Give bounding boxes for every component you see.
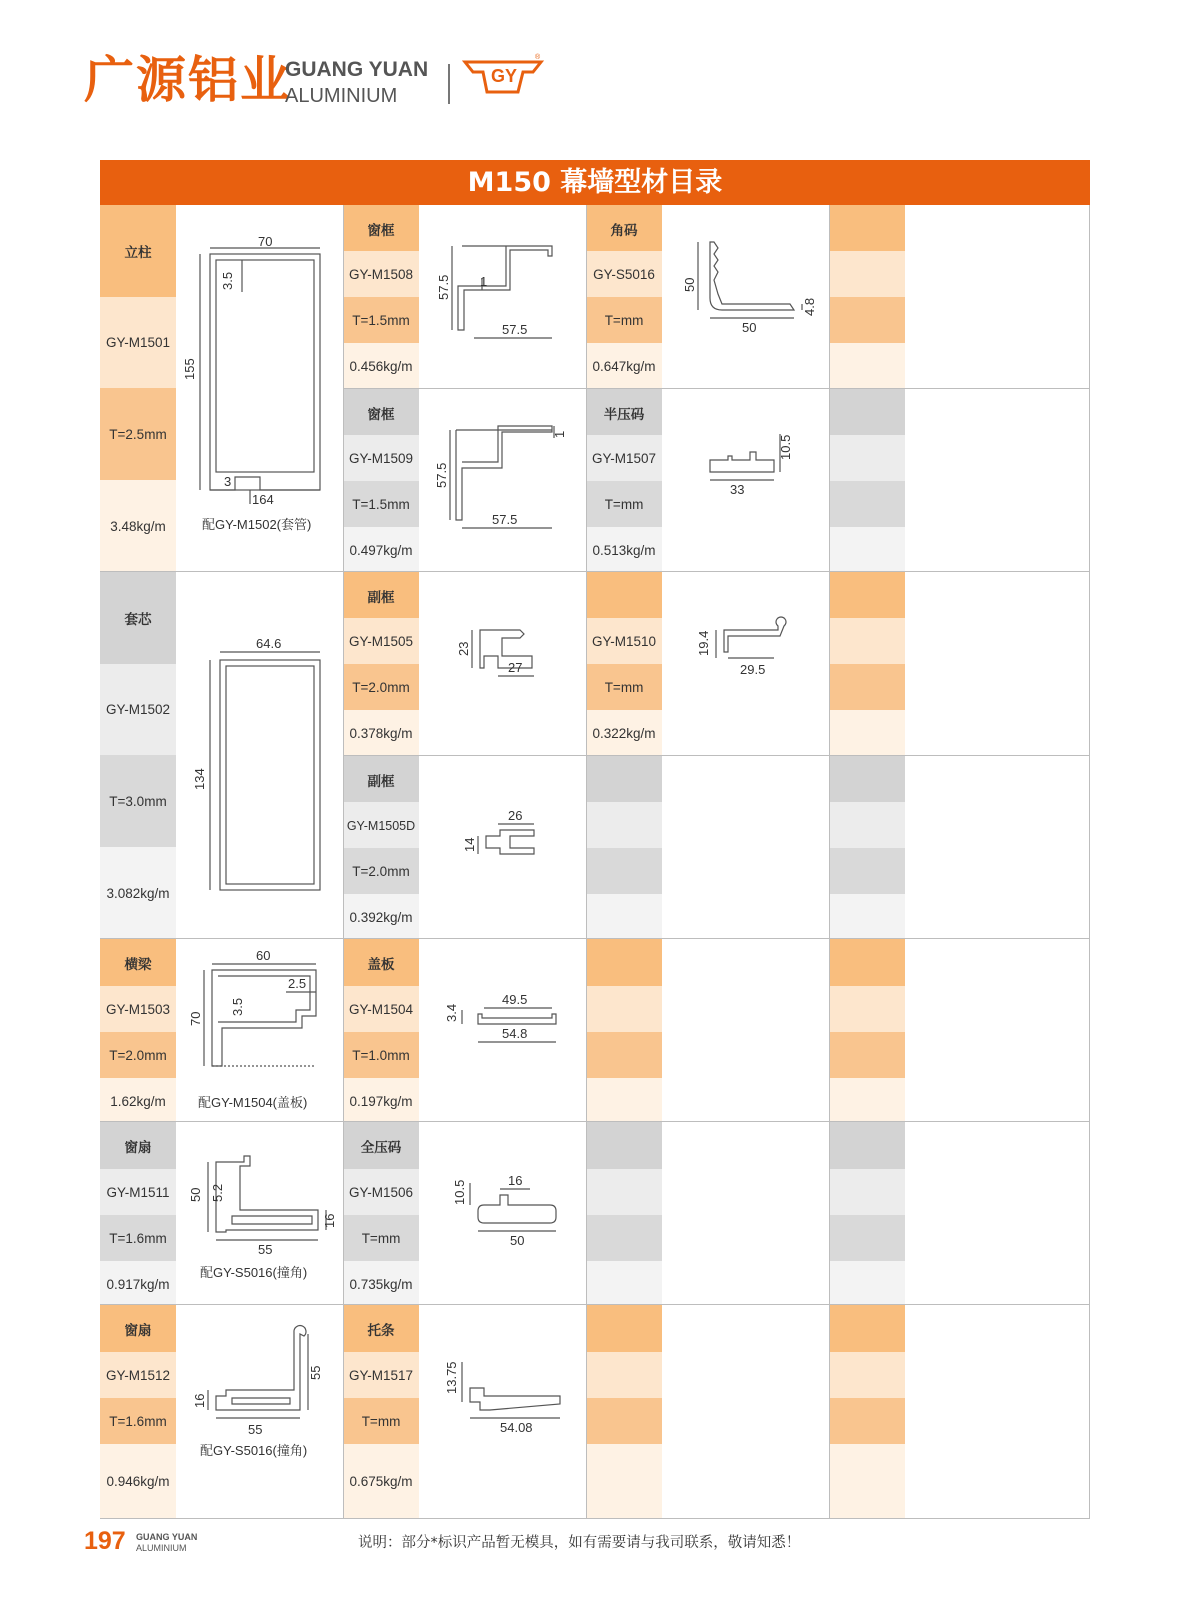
profile-drawing-m1510 (680, 608, 820, 718)
dim-label: 27 (508, 660, 523, 675)
dim-label: 164 (252, 492, 274, 507)
profile-name: 窗框 (343, 389, 419, 436)
profile-thickness: T=2.0mm (343, 848, 419, 895)
page-title: M150 幕墙型材目录 (100, 160, 1090, 205)
empty-cell (829, 756, 905, 803)
dim-label: 55 (258, 1242, 273, 1257)
profile-code: GY-S5016 (586, 251, 662, 298)
brand-logo-icon (463, 52, 543, 102)
empty-cell (829, 572, 905, 619)
empty-cell (829, 1078, 905, 1125)
dim-label: 29.5 (740, 662, 766, 677)
row-divider (343, 388, 1090, 389)
empty-cell (586, 894, 662, 941)
empty-cell (586, 1169, 662, 1216)
profile-drawing-m1506 (430, 1165, 580, 1275)
profile-weight: 3.082kg/m (100, 847, 176, 939)
empty-cell (586, 756, 662, 803)
profile-drawing-m1507 (670, 408, 820, 538)
profile-weight: 0.946kg/m (100, 1444, 176, 1518)
dim-label: 13.75 (444, 1361, 459, 1394)
empty-cell (586, 802, 662, 849)
column-divider (829, 205, 830, 1518)
profile-weight: 1.62kg/m (100, 1078, 176, 1125)
empty-cell (586, 1032, 662, 1079)
row-divider (100, 938, 1090, 939)
profile-thickness: T=1.5mm (343, 481, 419, 528)
profile-name: 角码 (586, 205, 662, 252)
dim-label: 55 (308, 1365, 323, 1380)
profile-thickness: T=3.0mm (100, 755, 176, 847)
logo-mark-text: GY (491, 66, 518, 86)
profile-code: GY-M1505 (343, 618, 419, 665)
profile-name: 套芯 (100, 572, 176, 664)
dim-label: 10.5 (452, 1179, 467, 1205)
profile-drawing-m1504 (430, 980, 580, 1080)
empty-cell (829, 939, 905, 986)
accessory-note: 配GY-S5016(撞角) (200, 1443, 308, 1458)
profile-code: GY-M1502 (100, 664, 176, 755)
empty-cell (829, 389, 905, 436)
empty-cell (586, 1261, 662, 1308)
empty-cell (586, 939, 662, 986)
dim-label: 26 (508, 808, 523, 823)
profile-name: 托条 (343, 1305, 419, 1352)
profile-code: GY-M1503 (100, 986, 176, 1033)
empty-cell (586, 848, 662, 895)
profile-code: GY-M1504 (343, 986, 419, 1033)
empty-cell (829, 1215, 905, 1262)
row-divider (100, 1304, 1090, 1305)
dim-label: 3.5 (220, 271, 235, 290)
dim-label: 4.8 (802, 297, 817, 316)
profile-thickness: T=mm (343, 1215, 419, 1262)
profile-drawing-m1512 (186, 1310, 340, 1510)
empty-cell (829, 848, 905, 895)
dim-label: 1 (480, 274, 488, 289)
profile-code: GY-M1511 (100, 1169, 176, 1216)
profile-thickness: T=2.5mm (100, 388, 176, 480)
dim-label: 5.2 (210, 1183, 225, 1202)
empty-cell (586, 986, 662, 1033)
dim-label: 50 (682, 277, 697, 292)
profile-code: GY-M1507 (586, 435, 662, 482)
dim-label: 16 (508, 1173, 523, 1188)
dim-label: 50 (510, 1233, 525, 1248)
page-footer (0, 1525, 1200, 1575)
profile-name: 副框 (343, 756, 419, 803)
brand-name-en-sub: ALUMINIUM (285, 85, 398, 107)
catalog-table (100, 160, 1090, 1520)
profile-drawing-m1505 (440, 620, 580, 720)
dim-label: 16 (192, 1393, 207, 1408)
accessory-note: 配GY-M1504(盖板) (198, 1095, 308, 1110)
profile-drawing-m1508 (422, 220, 582, 380)
profile-code: GY-M1509 (343, 435, 419, 482)
profile-thickness: T=1.6mm (100, 1215, 176, 1262)
dim-label: 134 (192, 768, 207, 790)
profile-name: 半压码 (586, 389, 662, 436)
empty-cell (829, 1122, 905, 1169)
dim-label: 54.08 (500, 1420, 533, 1435)
profile-weight: 0.392kg/m (343, 894, 419, 941)
accessory-note: 配GY-M1502(套管) (202, 517, 312, 532)
profile-name: 副框 (343, 572, 419, 619)
profile-code: GY-M1512 (100, 1352, 176, 1399)
dim-label: 19.4 (696, 630, 711, 656)
footer-brand-sub: ALUMINIUM (136, 1543, 187, 1553)
profile-thickness: T=2.0mm (343, 664, 419, 711)
profile-code: GY-M1506 (343, 1169, 419, 1216)
dim-label: 14 (462, 837, 477, 852)
profile-thickness: T=1.0mm (343, 1032, 419, 1079)
profile-name: 盖板 (343, 939, 419, 986)
dim-label: 57.5 (434, 462, 449, 488)
profile-drawing-m1517 (430, 1340, 580, 1460)
brand-name-cn: 广源铝业 (84, 51, 292, 109)
profile-thickness: T=mm (586, 664, 662, 711)
profile-weight: 3.48kg/m (100, 480, 176, 572)
empty-cell (829, 1305, 905, 1352)
profile-code: GY-M1505D (343, 802, 419, 849)
empty-cell (586, 1122, 662, 1169)
dim-label: 57.5 (436, 274, 451, 300)
profile-name: 窗框 (343, 205, 419, 252)
logo-divider (448, 64, 450, 104)
dim-label: 10.5 (778, 434, 793, 460)
profile-thickness: T=2.0mm (100, 1032, 176, 1079)
dim-label: 23 (456, 641, 471, 656)
dim-label: 55 (248, 1422, 263, 1437)
empty-cell (586, 1352, 662, 1399)
dim-label: 57.5 (502, 322, 528, 337)
dim-label: 155 (182, 358, 197, 380)
accessory-note: 配GY-S5016(撞角) (200, 1265, 308, 1280)
dim-label: 33 (730, 482, 745, 497)
dim-label: 60 (256, 948, 271, 963)
profile-code: GY-M1517 (343, 1352, 419, 1399)
empty-cell (829, 986, 905, 1033)
profile-weight: 0.647kg/m (586, 343, 662, 390)
profile-code: GY-M1501 (100, 297, 176, 388)
empty-cell (829, 802, 905, 849)
dim-label: 57.5 (492, 512, 518, 527)
empty-cell (829, 1352, 905, 1399)
empty-cell (586, 1305, 662, 1352)
profile-thickness: T=mm (586, 481, 662, 528)
registered-mark: ® (535, 54, 541, 61)
profile-drawing-m1511 (186, 1132, 340, 1302)
footer-brand: GUANG YUAN (136, 1532, 198, 1542)
brand-name-en: GUANG YUAN (285, 58, 429, 81)
column-divider (343, 205, 344, 1518)
empty-cell (829, 664, 905, 711)
dim-label: 16 (322, 1213, 337, 1228)
profile-drawing-m1502 (190, 630, 340, 930)
profile-name: 立柱 (100, 205, 176, 297)
dim-label: 2.5 (288, 976, 307, 991)
empty-cell (586, 1398, 662, 1445)
empty-cell (829, 618, 905, 665)
dim-label: 49.5 (502, 992, 528, 1007)
dim-label: 3.5 (230, 997, 245, 1016)
empty-cell (829, 297, 905, 344)
dim-label: 70 (258, 234, 273, 249)
empty-cell (829, 435, 905, 482)
profile-name (586, 572, 662, 619)
dim-label: 3.4 (444, 1003, 459, 1022)
empty-cell (829, 481, 905, 528)
empty-cell (829, 1032, 905, 1079)
profile-drawing-m1509 (422, 404, 582, 564)
empty-cell (829, 1169, 905, 1216)
profile-drawing-s5016 (670, 220, 820, 380)
profile-drawing-m1501 (180, 232, 340, 572)
profile-thickness: T=mm (343, 1398, 419, 1445)
empty-cell (829, 527, 905, 574)
profile-name: 全压码 (343, 1122, 419, 1169)
page-number: 197 (84, 1527, 126, 1555)
profile-name: 窗扇 (100, 1305, 176, 1352)
empty-cell (829, 894, 905, 941)
empty-cell (829, 710, 905, 757)
footer-note: 说明：部分*标识产品暂无模具，如有需要请与我司联系，敬请知悉！ (358, 1535, 801, 1551)
profile-weight: 0.456kg/m (343, 343, 419, 390)
empty-cell (829, 1444, 905, 1518)
profile-weight: 0.322kg/m (586, 710, 662, 757)
empty-cell (586, 1215, 662, 1262)
profile-name: 窗扇 (100, 1122, 176, 1169)
row-divider (343, 755, 1090, 756)
profile-weight: 0.917kg/m (100, 1261, 176, 1308)
profile-weight: 0.735kg/m (343, 1261, 419, 1308)
empty-cell (829, 1398, 905, 1445)
empty-cell (829, 343, 905, 390)
empty-cell (586, 1444, 662, 1518)
profile-drawing-m1503 (190, 946, 340, 1122)
dim-label: 3 (224, 474, 232, 489)
empty-cell (829, 251, 905, 298)
dim-label: 50 (188, 1187, 203, 1202)
profile-weight: 0.513kg/m (586, 527, 662, 574)
profile-code: GY-M1510 (586, 618, 662, 665)
profile-drawing-m1505d (440, 800, 580, 920)
dim-label: 54.8 (502, 1026, 528, 1041)
page-header (0, 0, 1200, 150)
dim-label: 1 (552, 430, 567, 438)
profile-name: 横梁 (100, 939, 176, 986)
profile-weight: 0.197kg/m (343, 1078, 419, 1125)
profile-weight: 0.675kg/m (343, 1444, 419, 1518)
profile-weight: 0.497kg/m (343, 527, 419, 574)
empty-cell (829, 205, 905, 252)
empty-cell (829, 1261, 905, 1308)
dim-label: 50 (742, 320, 757, 335)
profile-weight: 0.378kg/m (343, 710, 419, 757)
column-divider (586, 205, 587, 1518)
profile-code: GY-M1508 (343, 251, 419, 298)
profile-thickness: T=1.6mm (100, 1398, 176, 1445)
profile-thickness: T=mm (586, 297, 662, 344)
dim-label: 64.6 (256, 636, 282, 651)
empty-cell (586, 1078, 662, 1125)
profile-thickness: T=1.5mm (343, 297, 419, 344)
dim-label: 70 (188, 1011, 203, 1026)
